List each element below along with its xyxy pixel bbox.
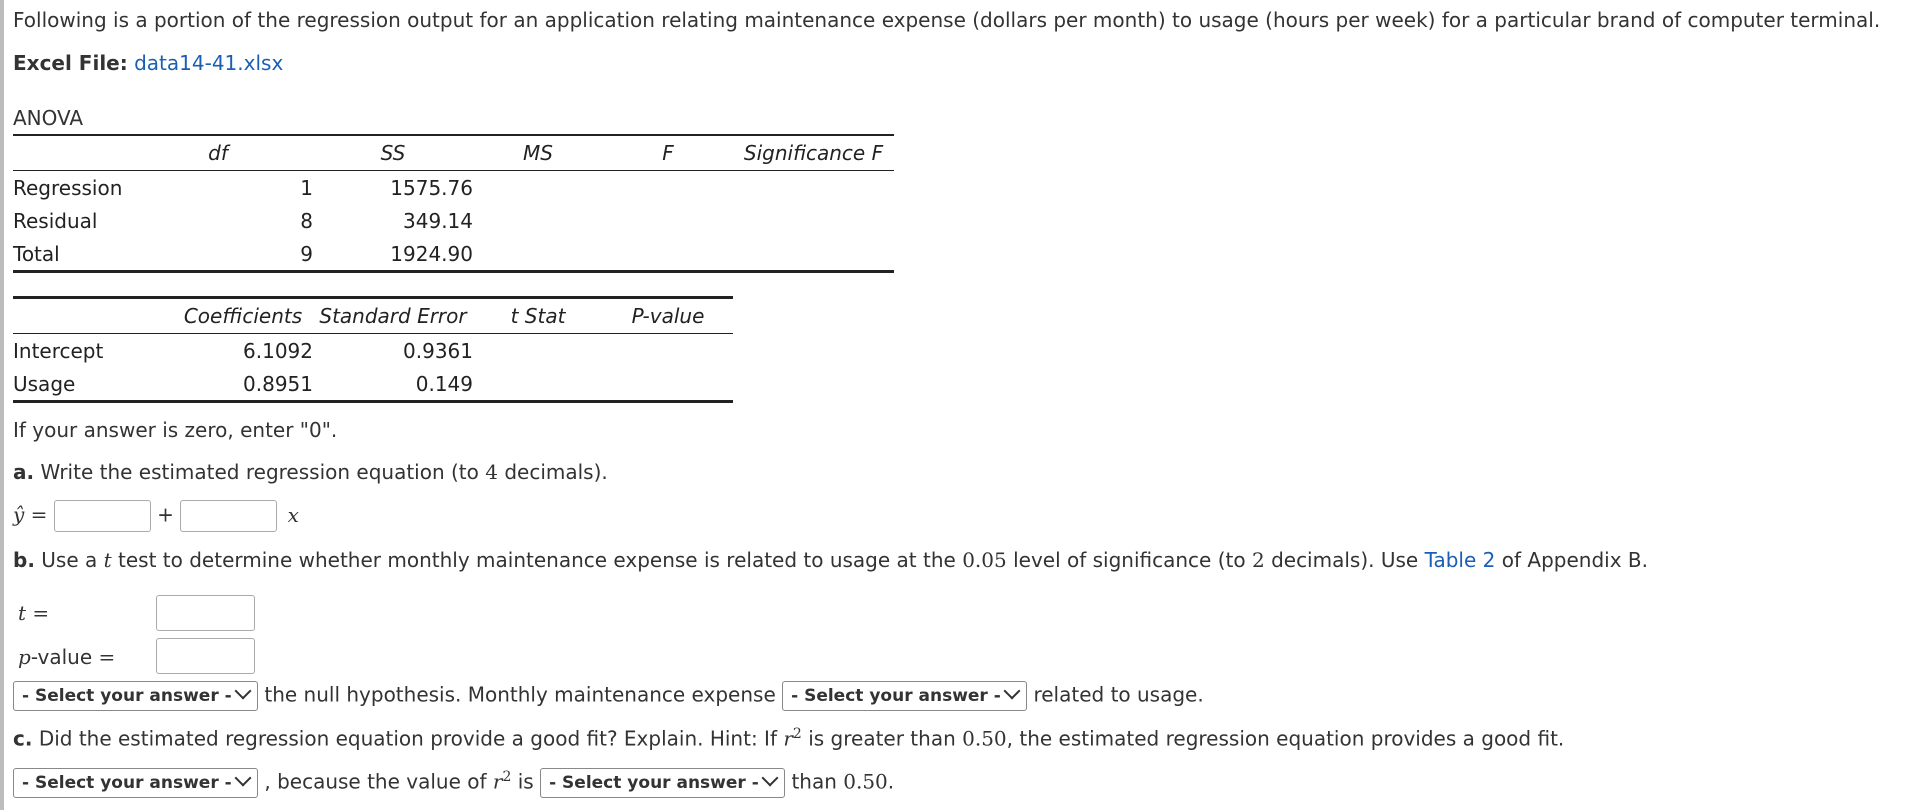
se-cell: 0.9361 xyxy=(403,338,473,363)
anova-header-f: F xyxy=(603,135,733,171)
se-cell: 0.149 xyxy=(415,371,473,396)
p-value-label: p-value = xyxy=(18,645,116,669)
anova-header-row xyxy=(13,135,894,171)
df-cell: 1 xyxy=(300,175,313,200)
related-select[interactable]: - Select your answer - xyxy=(782,681,1027,711)
coef-header-coefficients: Coefficients xyxy=(153,298,313,334)
df-cell: 8 xyxy=(300,208,313,233)
null-hypothesis-select[interactable]: - Select your answer - xyxy=(13,681,258,711)
part-b-prompt: b. Use a t test to determine whether monthly maintenance expense is related to usage at the 0.05 level of significance (to 2 decimals). Use Table 2 of Appendix B. xyxy=(13,548,1648,572)
table-row xyxy=(13,237,894,272)
table-row xyxy=(13,204,894,237)
chevron-down-icon xyxy=(762,770,779,787)
good-fit-conclusion: - Select your answer - , because the value of $r^2$ is - Select your answer - than 0.50. xyxy=(13,768,894,798)
chevron-down-icon xyxy=(1004,683,1021,700)
excel-file-label: Excel File: xyxy=(13,51,128,75)
table-2-link[interactable]: Table 2 xyxy=(1424,548,1496,572)
anova-title: ANOVA xyxy=(13,106,84,130)
ss-cell: 1924.90 xyxy=(390,241,473,266)
coef-header-pvalue: P-value xyxy=(603,298,733,334)
row-label: Intercept xyxy=(13,338,104,363)
table-row xyxy=(13,171,894,205)
chevron-down-icon xyxy=(235,683,252,700)
left-border xyxy=(0,0,4,810)
good-fit-select[interactable]: - Select your answer - xyxy=(13,768,258,798)
part-b-label: b. xyxy=(13,548,35,572)
ss-cell: 1575.76 xyxy=(390,175,473,200)
intro-text: Following is a portion of the regression output for an application relating maintenance expense (dollars per month) to usage (hours per week) for a particular brand of computer terminal. xyxy=(13,8,1881,32)
slope-input[interactable] xyxy=(180,500,277,532)
table-row xyxy=(13,334,733,368)
t-stat-label: t = xyxy=(18,601,50,625)
coef-header-row xyxy=(13,298,733,334)
coef-cell: 0.8951 xyxy=(243,371,313,396)
anova-header-df: df xyxy=(153,135,313,171)
coef-cell: 6.1092 xyxy=(243,338,313,363)
df-cell: 9 xyxy=(300,241,313,266)
t-stat-input[interactable] xyxy=(156,595,255,631)
coefficients-table xyxy=(13,296,733,403)
part-c-label: c. xyxy=(13,726,33,751)
coef-header-tstat: t Stat xyxy=(473,298,603,334)
zero-note: If your answer is zero, enter "0". xyxy=(13,418,338,442)
part-c-prompt: c. Did the estimated regression equation provide a good fit? Explain. Hint: If $r^2$ is greater than 0.50, the estimated regression equation provides a good fit. xyxy=(13,726,1565,751)
anova-table xyxy=(13,134,894,273)
anova-header-ms: MS xyxy=(473,135,603,171)
x-variable: x xyxy=(287,502,299,527)
chevron-down-icon xyxy=(235,770,252,787)
regression-equation: ŷ = + x xyxy=(13,500,299,532)
row-label: Residual xyxy=(13,208,98,233)
anova-header-ss: SS xyxy=(313,135,473,171)
row-label: Total xyxy=(13,241,60,266)
intercept-input[interactable] xyxy=(54,500,151,532)
part-a-prompt: a. Write the estimated regression equation (to 4 decimals). xyxy=(13,460,608,484)
table-row xyxy=(13,367,733,402)
anova-header-sigf: Significance F xyxy=(733,135,894,171)
coef-header-se: Standard Error xyxy=(313,298,473,334)
part-a-label: a. xyxy=(13,460,35,484)
excel-file-line xyxy=(13,51,283,75)
row-label: Usage xyxy=(13,371,76,396)
yhat-symbol: ŷ xyxy=(13,502,25,527)
hypothesis-conclusion: - Select your answer - the null hypothesis. Monthly maintenance expense - Select your answer - related to usage. xyxy=(13,681,1204,711)
row-label: Regression xyxy=(13,175,123,200)
excel-file-link[interactable]: data14-41.xlsx xyxy=(134,51,284,75)
p-value-input[interactable] xyxy=(156,638,255,674)
ss-cell: 349.14 xyxy=(403,208,473,233)
r-squared-compare-select[interactable]: - Select your answer - xyxy=(540,768,785,798)
